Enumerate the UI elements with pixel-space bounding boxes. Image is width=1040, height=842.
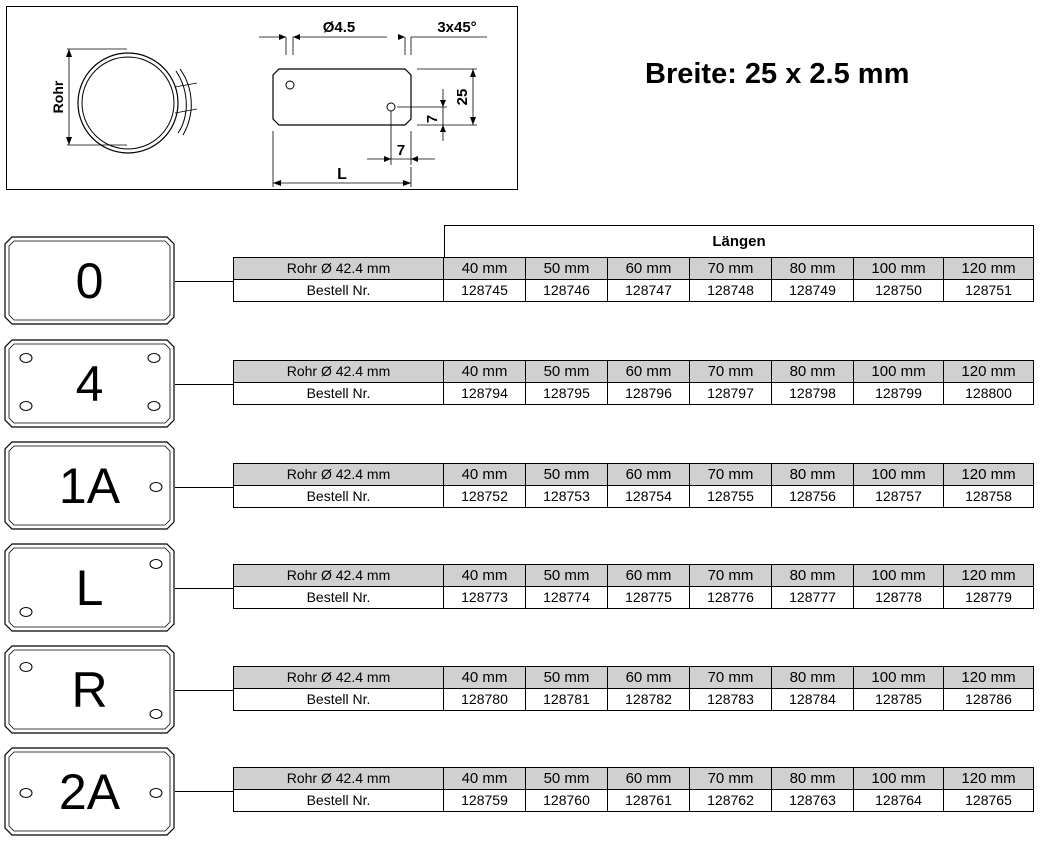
pipe-diameter-label: Rohr Ø 42.4 mm: [234, 464, 444, 486]
tag-plate: [4, 543, 175, 632]
length-cell: 70 mm: [690, 565, 772, 587]
length-cell: 80 mm: [772, 258, 854, 280]
ring-inner: [82, 57, 174, 149]
order-number-cell: 128746: [526, 280, 608, 302]
length-cell: 100 mm: [854, 258, 944, 280]
order-number-cell: 128783: [690, 689, 772, 711]
length-cell: 70 mm: [690, 667, 772, 689]
order-number-cell: 128777: [772, 587, 854, 609]
length-cell: 120 mm: [944, 565, 1034, 587]
order-number-cell: 128785: [854, 689, 944, 711]
length-cell: 80 mm: [772, 565, 854, 587]
length-cell: 50 mm: [526, 565, 608, 587]
order-number-cell: 128747: [608, 280, 690, 302]
length-cell: 60 mm: [608, 768, 690, 790]
plate-hole: [286, 81, 294, 89]
tag-label: 1A: [58, 457, 121, 514]
order-number-cell: 128759: [444, 790, 526, 812]
plate-outline: [273, 69, 411, 125]
chamfer-dimension: 3x45°: [437, 19, 477, 36]
order-number-row: [234, 486, 1034, 508]
length-cell: 40 mm: [444, 464, 526, 486]
length-cell: 100 mm: [854, 565, 944, 587]
order-number-cell: 128800: [944, 383, 1034, 405]
order-number-cell: 128773: [444, 587, 526, 609]
order-number-cell: 128799: [854, 383, 944, 405]
tag-label: L: [75, 559, 104, 616]
order-number-cell: 128750: [854, 280, 944, 302]
order-number-cell: 128796: [608, 383, 690, 405]
order-number-row: [234, 280, 1034, 302]
order-number-cell: 128780: [444, 689, 526, 711]
length-cell: 80 mm: [772, 768, 854, 790]
order-number-cell: 128782: [608, 689, 690, 711]
order-table: [233, 360, 1034, 405]
lengths-row: [234, 667, 1034, 689]
order-number-cell: 128795: [526, 383, 608, 405]
order-number-cell: 128774: [526, 587, 608, 609]
length-cell: 50 mm: [526, 258, 608, 280]
order-number-cell: 128754: [608, 486, 690, 508]
tag-plate: [4, 339, 175, 428]
pipe-diameter-label: Rohr Ø 42.4 mm: [234, 258, 444, 280]
order-number-label: Bestell Nr.: [234, 587, 444, 609]
technical-drawing: [6, 6, 518, 190]
length-cell: 50 mm: [526, 464, 608, 486]
leader-line: [175, 791, 233, 792]
order-number-cell: 128751: [944, 280, 1034, 302]
length-cell: 70 mm: [690, 361, 772, 383]
order-table: [233, 666, 1034, 711]
order-number-label: Bestell Nr.: [234, 383, 444, 405]
order-number-cell: 128745: [444, 280, 526, 302]
order-number-cell: 128761: [608, 790, 690, 812]
length-cell: 40 mm: [444, 258, 526, 280]
hole-offset-vertical: 7: [424, 114, 441, 124]
tag-plate: [4, 645, 175, 734]
length-cell: 40 mm: [444, 768, 526, 790]
length-cell: 80 mm: [772, 464, 854, 486]
order-number-cell: 128753: [526, 486, 608, 508]
length-cell: 100 mm: [854, 768, 944, 790]
lengths-row: [234, 768, 1034, 790]
order-number-cell: 128756: [772, 486, 854, 508]
order-number-cell: 128749: [772, 280, 854, 302]
order-number-row: [234, 689, 1034, 711]
order-number-label: Bestell Nr.: [234, 790, 444, 812]
ring-outer: [78, 53, 178, 153]
order-number-cell: 128779: [944, 587, 1034, 609]
length-cell: 60 mm: [608, 464, 690, 486]
order-number-cell: 128758: [944, 486, 1034, 508]
length-cell: 40 mm: [444, 361, 526, 383]
lengths-row: [234, 565, 1034, 587]
length-cell: 50 mm: [526, 768, 608, 790]
leader-line: [175, 384, 233, 385]
leader-line: [175, 588, 233, 589]
length-cell: 60 mm: [608, 361, 690, 383]
tag-label: 2A: [58, 763, 121, 820]
order-number-cell: 128755: [690, 486, 772, 508]
order-number-cell: 128775: [608, 587, 690, 609]
length-cell: 50 mm: [526, 361, 608, 383]
order-number-cell: 128781: [526, 689, 608, 711]
rohr-label: Rohr: [50, 80, 66, 114]
lengths-row: [234, 361, 1034, 383]
order-number-cell: 128757: [854, 486, 944, 508]
order-number-cell: 128794: [444, 383, 526, 405]
length-cell: 60 mm: [608, 667, 690, 689]
plate-hole: [387, 103, 395, 111]
length-cell: 100 mm: [854, 464, 944, 486]
length-cell: 60 mm: [608, 565, 690, 587]
length-cell: 100 mm: [854, 667, 944, 689]
length-cell: 80 mm: [772, 667, 854, 689]
tag-label: 4: [75, 355, 104, 412]
order-number-row: [234, 383, 1034, 405]
length-cell: 120 mm: [944, 361, 1034, 383]
tag-plate: [4, 747, 175, 836]
length-cell: 120 mm: [944, 464, 1034, 486]
leader-line: [175, 487, 233, 488]
order-table: [233, 463, 1034, 508]
laengen-header: Längen: [444, 225, 1034, 257]
order-number-cell: 128786: [944, 689, 1034, 711]
width-specification: Breite: 25 x 2.5 mm: [645, 58, 910, 90]
length-cell: 50 mm: [526, 667, 608, 689]
tag-bend: [180, 69, 191, 135]
length-cell: 70 mm: [690, 464, 772, 486]
lengths-row: [234, 258, 1034, 280]
length-cell: 120 mm: [944, 768, 1034, 790]
order-number-cell: 128784: [772, 689, 854, 711]
order-table: [233, 257, 1034, 302]
length-cell: 80 mm: [772, 361, 854, 383]
length-cell: 60 mm: [608, 258, 690, 280]
order-number-cell: 128797: [690, 383, 772, 405]
length-cell: 120 mm: [944, 667, 1034, 689]
order-number-row: [234, 790, 1034, 812]
order-number-label: Bestell Nr.: [234, 689, 444, 711]
order-number-cell: 128765: [944, 790, 1034, 812]
tag-plate: [4, 236, 175, 325]
pipe-diameter-label: Rohr Ø 42.4 mm: [234, 768, 444, 790]
order-number-label: Bestell Nr.: [234, 486, 444, 508]
order-number-cell: 128776: [690, 587, 772, 609]
order-number-row: [234, 587, 1034, 609]
order-number-cell: 128764: [854, 790, 944, 812]
length-cell: 40 mm: [444, 565, 526, 587]
order-table: [233, 767, 1034, 812]
order-number-cell: 128752: [444, 486, 526, 508]
leader-line: [175, 690, 233, 691]
leader-line: [175, 281, 233, 282]
order-number-cell: 128763: [772, 790, 854, 812]
tag-label: R: [71, 661, 108, 718]
length-cell: 100 mm: [854, 361, 944, 383]
dimension-drawing: [7, 7, 519, 191]
tag-label: 0: [75, 252, 104, 309]
width-dimension: 25: [454, 88, 471, 106]
order-number-cell: 128760: [526, 790, 608, 812]
hole-dimension: Ø4.5: [322, 19, 356, 36]
length-cell: 40 mm: [444, 667, 526, 689]
order-number-cell: 128778: [854, 587, 944, 609]
hole-offset-horizontal: 7: [396, 142, 406, 159]
pipe-diameter-label: Rohr Ø 42.4 mm: [234, 361, 444, 383]
tag-plate: [4, 441, 175, 530]
pipe-diameter-label: Rohr Ø 42.4 mm: [234, 565, 444, 587]
lengths-row: [234, 464, 1034, 486]
pipe-diameter-label: Rohr Ø 42.4 mm: [234, 667, 444, 689]
order-number-cell: 128798: [772, 383, 854, 405]
order-number-cell: 128762: [690, 790, 772, 812]
order-table: [233, 564, 1034, 609]
length-cell: 120 mm: [944, 258, 1034, 280]
length-cell: 70 mm: [690, 768, 772, 790]
order-number-cell: 128748: [690, 280, 772, 302]
order-number-label: Bestell Nr.: [234, 280, 444, 302]
length-cell: 70 mm: [690, 258, 772, 280]
length-dimension: L: [337, 166, 347, 183]
